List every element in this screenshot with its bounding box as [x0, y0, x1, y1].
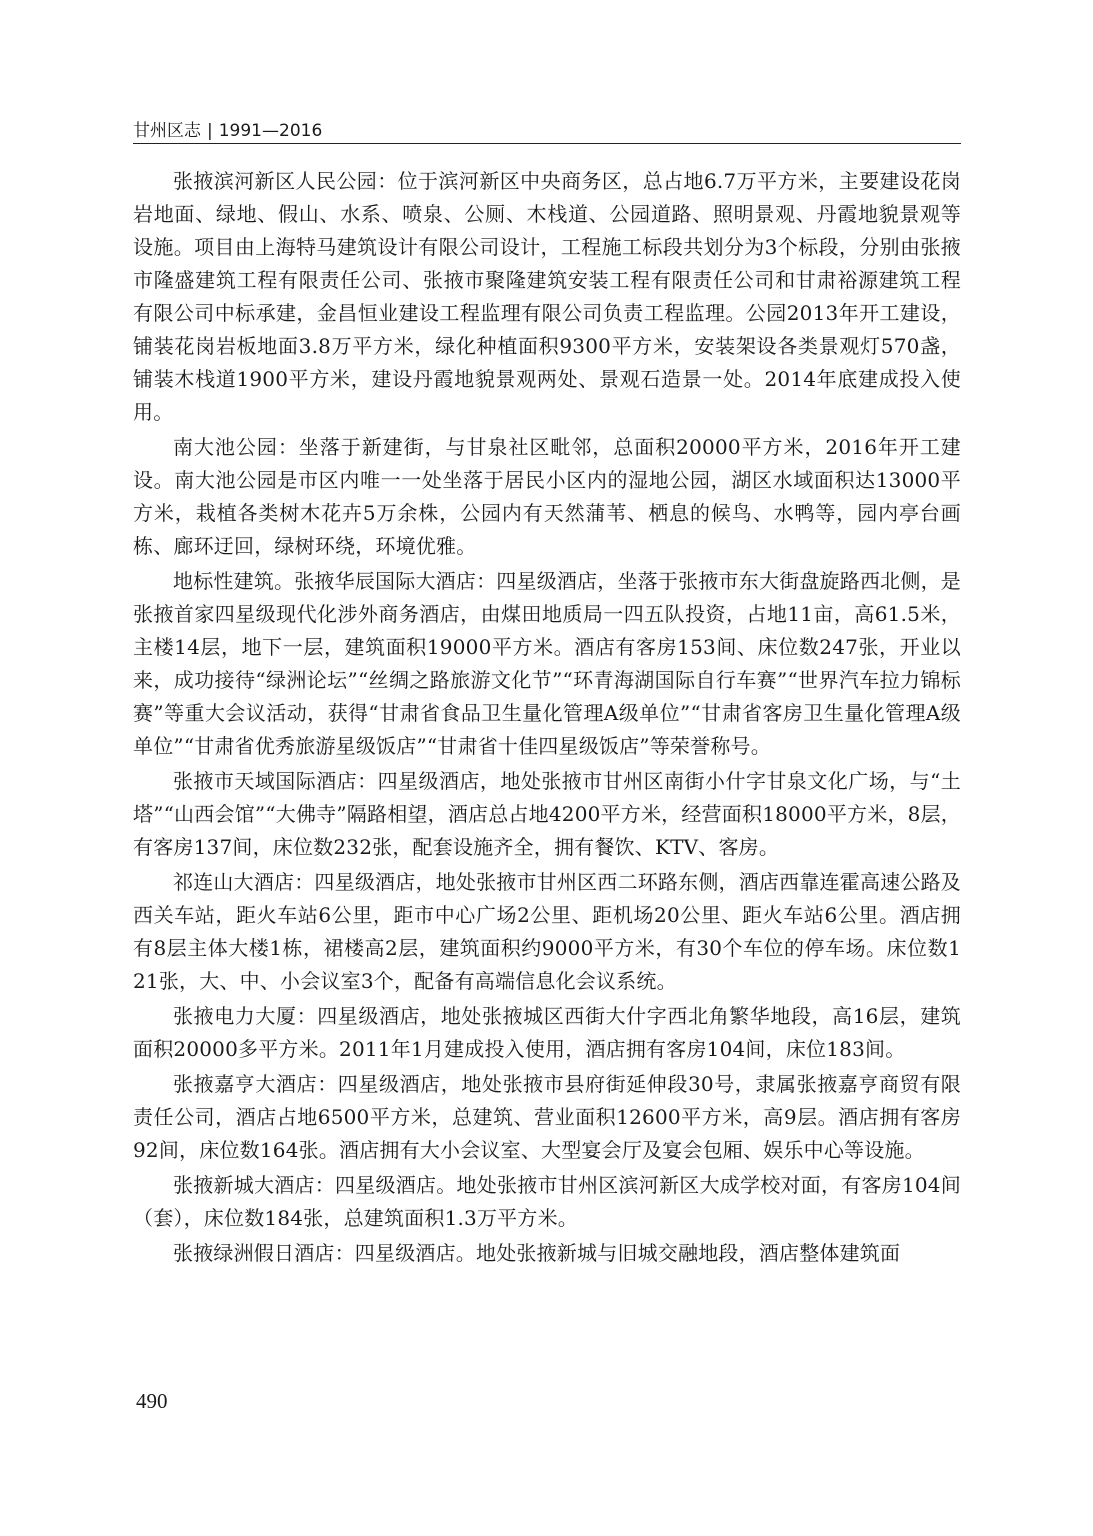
- paragraph-lvzhou-hotel: 张掖绿洲假日酒店：四星级酒店。地处张掖新城与旧城交融地段，酒店整体建筑面: [173, 1241, 901, 1265]
- body-text: [133, 165, 961, 1272]
- header-rule: [133, 143, 961, 144]
- year-range: 1991—2016: [218, 121, 323, 141]
- header-separator: |: [207, 121, 213, 141]
- paragraph-jiaheng-hotel: 张掖嘉亨大酒店：四星级酒店，地处张掖市县府街延伸段30号，隶属张掖嘉亨商贸有限责任公司，酒店占地6500平方米，总建筑、营业面积12600平方米，高9层。酒店拥有客房92间，床位数164张。酒店拥有大小会议室、大型宴会厅及宴会包厢、娱乐中心等设施。: [133, 1072, 961, 1162]
- paragraph-tianyu-hotel: 张掖市天域国际酒店：四星级酒店，地处张掖市甘州区南街小什字甘泉文化广场，与“土塔”“山西会馆”“大佛寺”隔路相望，酒店总占地4200平方米，经营面积18000平方米，8层，有客房137间，床位数232张，配套设施齐全，拥有餐饮、KTV、客房。: [133, 769, 961, 859]
- book-title: 甘州区志: [133, 121, 201, 141]
- paragraph-nandachi-park: 南大池公园：坐落于新建街，与甘泉社区毗邻，总面积20000平方米，2016年开工建设。南大池公园是市区内唯一一处坐落于居民小区内的湿地公园，湖区水域面积达13000平方米，栽植各类树木花卉5万余株，公园内有天然蒲苇、栖息的候鸟、水鸭等，园内亭台画栋、廊环迂回，绿树环绕，环境优雅。: [133, 435, 961, 558]
- paragraph-xincheng-hotel: 张掖新城大酒店：四星级酒店。地处张掖市甘州区滨河新区大成学校对面，有客房104间（套），床位数184张，总建筑面积1.3万平方米。: [133, 1173, 961, 1230]
- paragraph-binhe-park: 张掖滨河新区人民公园：位于滨河新区中央商务区，总占地6.7万平方米，主要建设花岗岩地面、绿地、假山、水系、喷泉、公厕、木栈道、公园道路、照明景观、丹霞地貌景观等设施。项目由上海特马建筑设计有限公司设计，工程施工标段共划分为3个标段，分别由张掖市隆盛建筑工程有限责任公司、张掖市聚隆建筑安装工程有限责任公司和甘肃裕源建筑工程有限公司中标承建，金昌恒业建设工程监理有限公司负责工程监理。公园2013年开工建设，铺装花岗岩板地面3.8万平方米，绿化种植面积9300平方米，安装架设各类景观灯570盏，铺装木栈道1900平方米，建设丹霞地貌景观两处、景观石造景一处。2014年底建成投入使用。: [133, 169, 961, 424]
- paragraph-qilianshan-hotel: 祁连山大酒店：四星级酒店，地处张掖市甘州区西二环路东侧，酒店西靠连霍高速公路及西关车站，距火车站6公里，距市中心广场2公里、距机场20公里、距火车站6公里。酒店拥有8层主体大楼1栋，裙楼高2层，建筑面积约9000平方米，有30个车位的停车场。床位数121张，大、中、小会议室3个，配备有高端信息化会议系统。: [133, 870, 961, 993]
- paragraph-huachen-hotel: 地标性建筑。张掖华辰国际大酒店：四星级酒店，坐落于张掖市东大街盘旋路西北侧，是张掖首家四星级现代化涉外商务酒店，由煤田地质局一四五队投资，占地11亩，高61.5米，主楼14层，地下一层，建筑面积19000平方米。酒店有客房153间、床位数247张，开业以来，成功接待“绿洲论坛”“丝绸之路旅游文化节”“环青海湖国际自行车赛”“世界汽车拉力锦标赛”等重大会议活动，获得“甘肃省食品卫生量化管理A级单位”“甘肃省客房卫生量化管理A级单位”“甘肃省优秀旅游星级饭店”“甘肃省十佳四星级饭店”等荣誉称号。: [133, 569, 961, 758]
- page-number: 490: [136, 1389, 168, 1413]
- paragraph-dianli-building: 张掖电力大厦：四星级酒店，地处张掖城区西街大什字西北角繁华地段，高16层，建筑面积20000多平方米。2011年1月建成投入使用，酒店拥有客房104间，床位183间。: [133, 1004, 961, 1061]
